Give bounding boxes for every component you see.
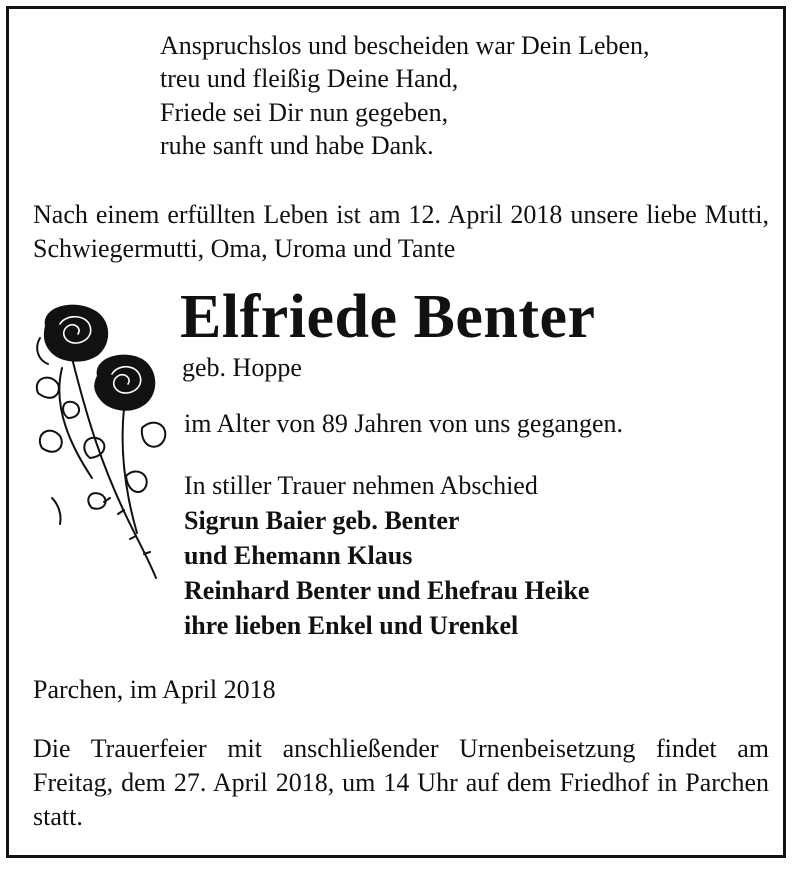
mourner-line-4: ihre lieben Enkel und Urenkel [184,611,519,640]
poem-line-1: Anspruchslos und bescheiden war Dein Leben, [160,31,650,60]
birth-name: geb. Hoppe [182,353,302,382]
mourners-heading: In stiller Trauer nehmen Abschied [184,471,538,500]
mourner-line-1: Sigrun Baier geb. Benter [184,506,460,535]
place-date: Parchen, im April 2018 [33,675,276,704]
funeral-info: Die Trauerfeier mit anschließender Urnenbeisetzung findet am Freitag, dem 27. April 2018, um 14 Uhr auf dem Friedhof in Parchen statt. [33,734,769,831]
age-line: im Alter von 89 Jahren von uns gegangen. [184,409,624,438]
deceased-name: Elfriede Benter [180,283,596,351]
intro-text: Nach einem erfüllten Leben ist am 12. April 2018 unsere liebe Mutti, Schwiegermutti, Oma, Uroma und Tante [33,200,769,263]
poem-line-3: Friede sei Dir nun gegeben, [160,98,449,127]
poem-line-2: treu und fleißig Deine Hand, [160,64,459,93]
poem-line-4: ruhe sanft und habe Dank. [160,131,434,160]
mourner-line-3: Reinhard Benter und Ehefrau Heike [184,576,590,605]
mourner-line-2: und Ehemann Klaus [184,541,413,570]
rose-illustration-icon [32,298,172,583]
